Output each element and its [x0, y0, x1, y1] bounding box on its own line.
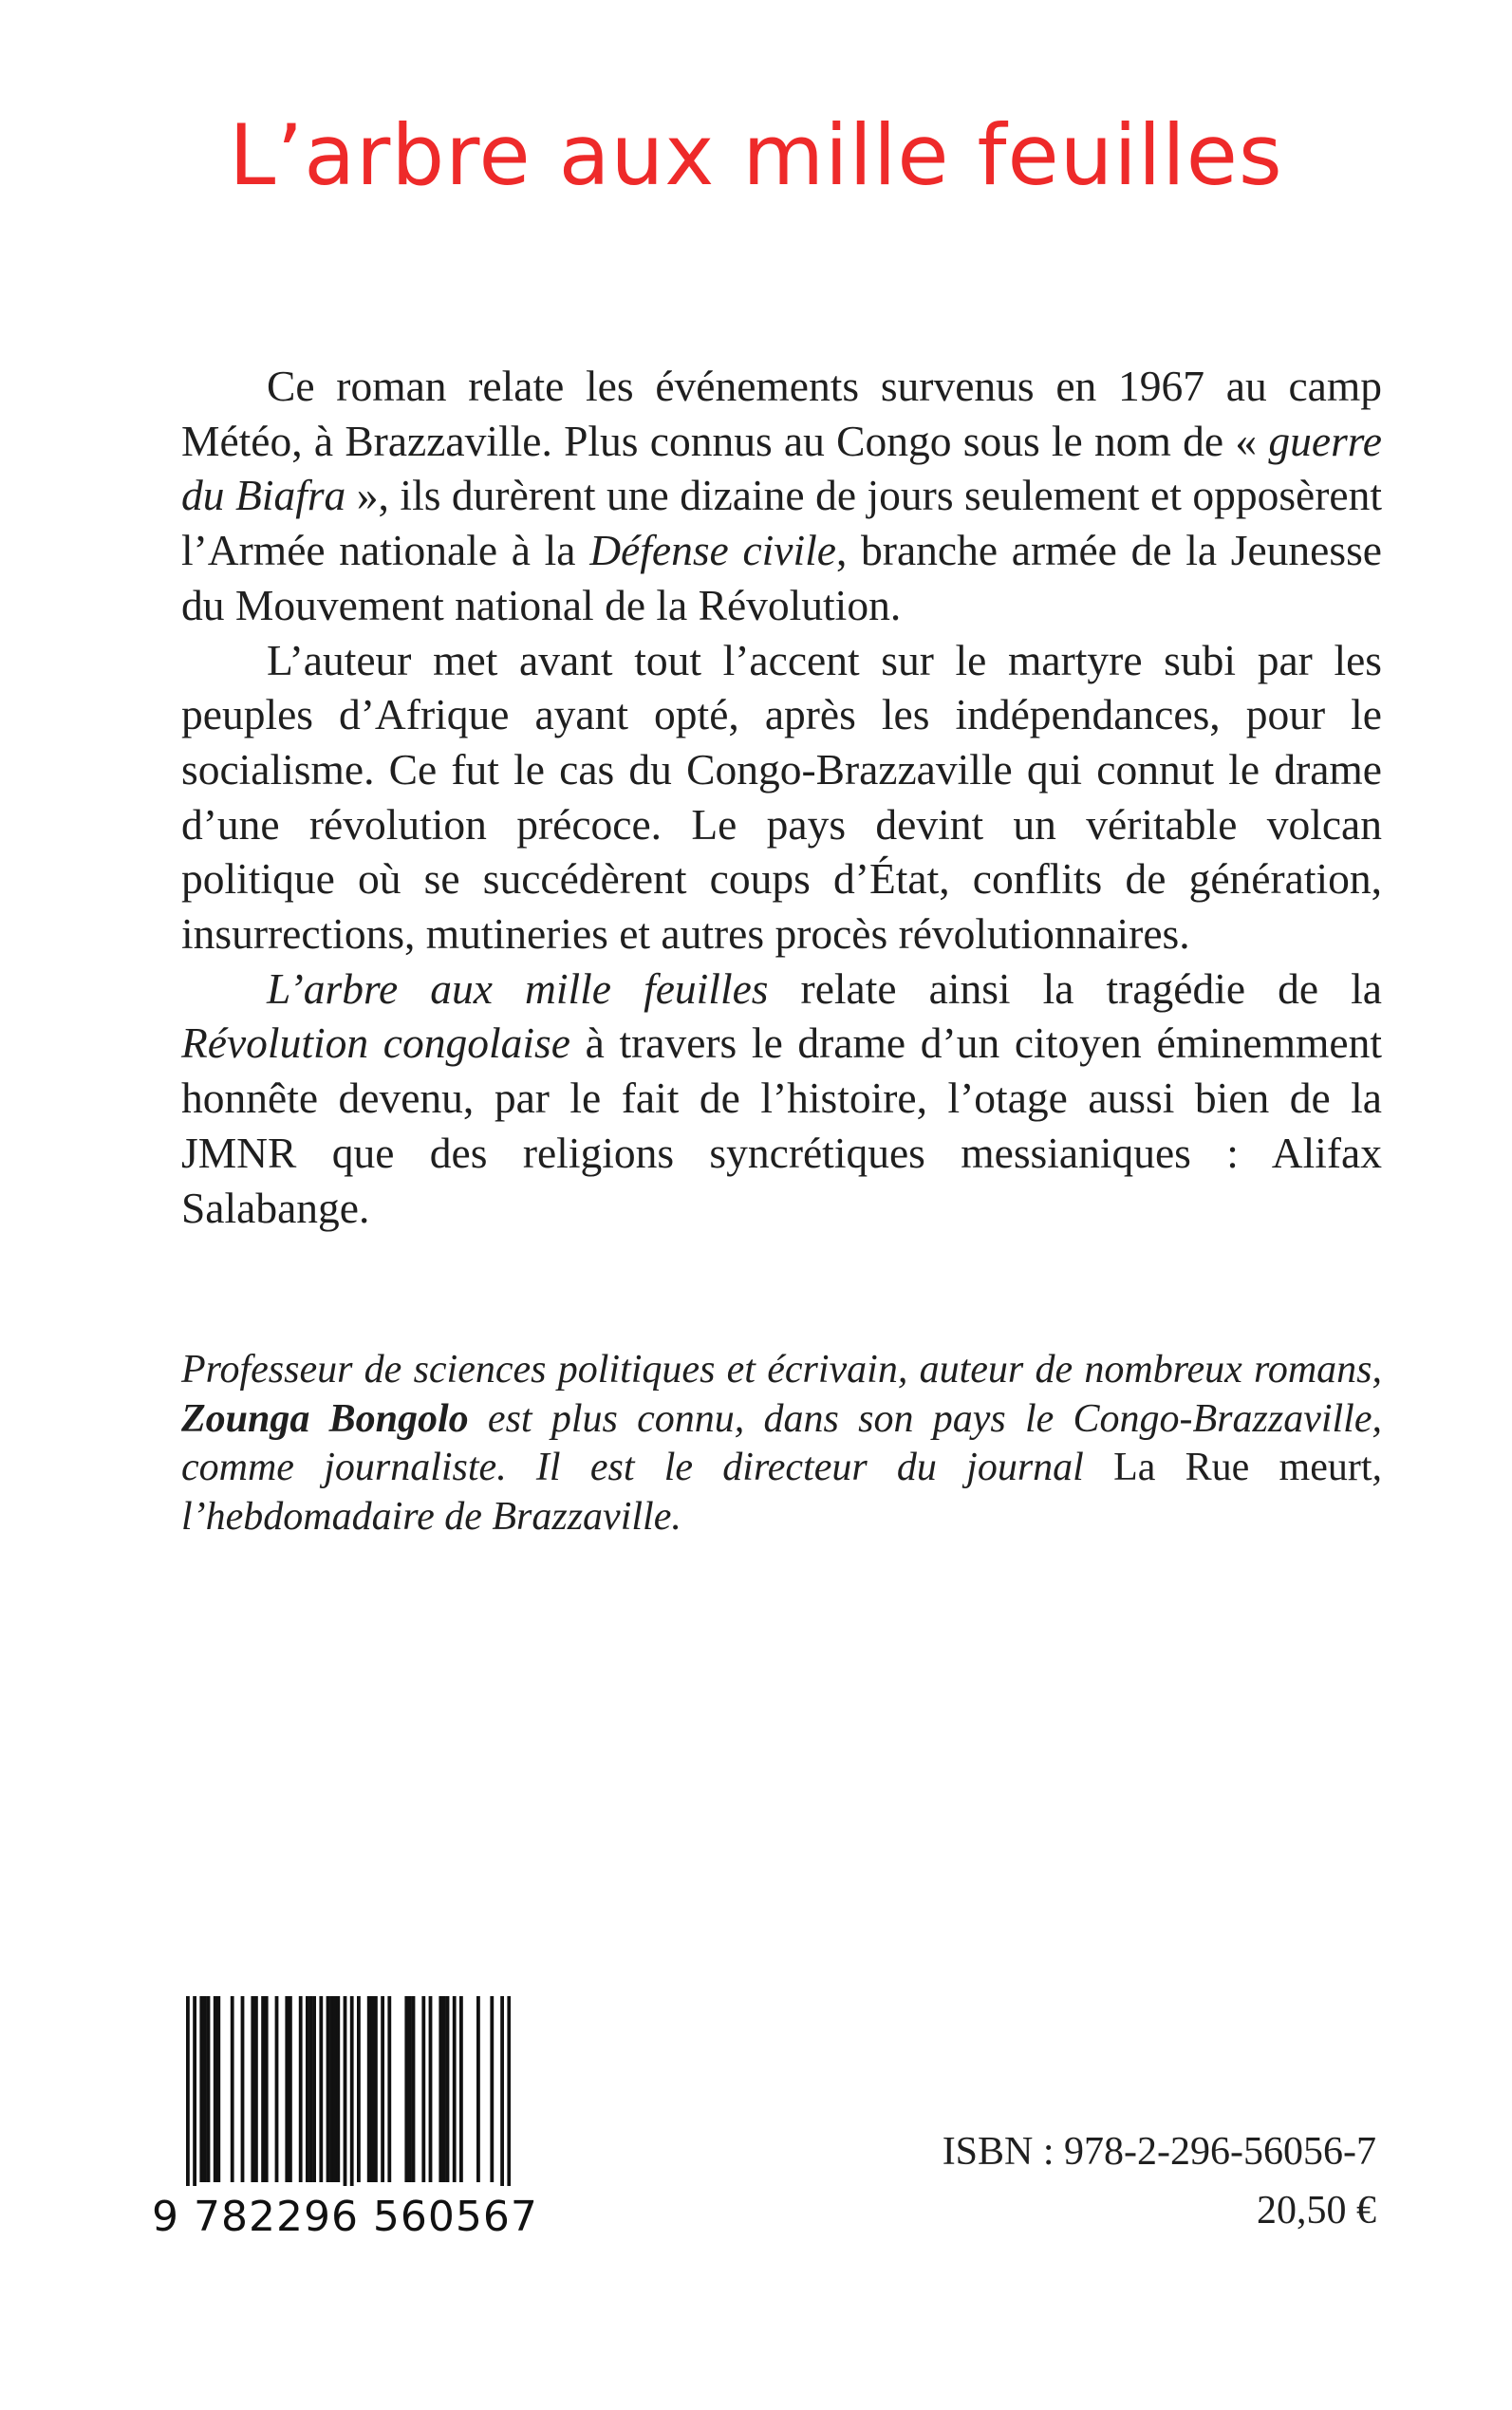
barcode-bar [203, 1996, 207, 2182]
barcode-bar [370, 1996, 374, 2182]
synopsis-p3-emphasis-title: L’arbre aux mille feuilles [267, 963, 769, 1013]
author-bio-text-a: Professeur de sciences politiques et écrivain, auteur de nombreux romans, [181, 1348, 1382, 1392]
ean13-barcode-icon [152, 1996, 538, 2300]
author-name: Zounga Bongolo [181, 1396, 469, 1441]
synopsis-paragraph-3 [181, 962, 1382, 1236]
synopsis-p3-text-a: relate ainsi la tragédie de la [768, 963, 1382, 1013]
author-bio [181, 1346, 1382, 1541]
barcode-bar [251, 1996, 254, 2182]
barcode-bar [254, 1996, 258, 2182]
barcode-bar [327, 1996, 330, 2182]
barcode-bar [459, 1996, 463, 2182]
barcode-bar [404, 1996, 408, 2182]
barcode-bar [261, 1996, 265, 2182]
barcode-bar [309, 1996, 313, 2182]
barcode-bar [476, 1996, 480, 2182]
price: 20,50 € [1257, 2189, 1376, 2233]
synopsis-p1-text-b: », ils durèrent une dizaine de jours seulement et opposèrent l’Armée nationale à la [181, 471, 1382, 575]
synopsis-p1-emphasis-guerre: guerre du Biafra [181, 416, 1382, 520]
journal-name: La Rue meurt [1113, 1446, 1372, 1489]
barcode-bar [357, 1996, 361, 2182]
barcode-bar [367, 1996, 371, 2182]
barcode-bar [312, 1996, 316, 2182]
barcode-digits: 9 782296 560567 [152, 2193, 538, 2241]
author-bio-text-c: , l’hebdomadaire de Brazzaville. [181, 1446, 1382, 1539]
barcode-bar [216, 1996, 220, 2182]
barcode-bar [265, 1996, 269, 2182]
author-bio-paragraph [181, 1346, 1382, 1541]
barcode-bar [421, 1996, 425, 2182]
barcode-bar [507, 1996, 511, 2186]
barcode-bar [285, 1996, 289, 2182]
barcode-bar [207, 1996, 211, 2182]
barcode-bar [186, 1996, 190, 2186]
barcode-bars [152, 1996, 511, 2186]
barcode-bar [387, 1996, 391, 2182]
synopsis-paragraph-1 [181, 359, 1382, 633]
isbn: ISBN : 978-2-296-56056-7 [942, 2130, 1376, 2174]
barcode-bar [241, 1996, 245, 2182]
synopsis-p1-text-a: Ce roman relate les événements survenus en 1967 au camp Météo, à Brazzaville. Plus connus au Congo sous le nom de « [181, 362, 1382, 465]
book-title: L’arbre aux mille feuilles [229, 106, 1283, 204]
barcode-bar [289, 1996, 292, 2182]
synopsis-p1-emphasis-defense: Défense civile [589, 526, 836, 575]
barcode-bar [299, 1996, 303, 2182]
barcode-bar [429, 1996, 433, 2182]
barcode-bar [214, 1996, 217, 2182]
barcode-bar [329, 1996, 333, 2182]
barcode-bar [199, 1996, 203, 2182]
barcode-bar [231, 1996, 234, 2182]
barcode-bar [490, 1996, 494, 2182]
barcode-bar [500, 1996, 504, 2186]
barcode-bar [446, 1996, 450, 2182]
synopsis-p1-text-c: , branche armée de la Jeunesse du Mouvement national de la Révolution. [181, 526, 1382, 629]
barcode-bar [381, 1996, 384, 2182]
barcode-bar [333, 1996, 337, 2182]
synopsis-paragraph-2: L’auteur met avant tout l’accent sur le martyre subi par les peuples d’Afrique ayant opté, après les indépendances, pour le socialisme. Ce fut le cas du Congo-Brazzaville qui connut le drame d’une révolution précoce. Le pays devint un véritable volcan politique où se succédèrent coups d’État, conflits de génération, insurrections, mutineries et autres procès révolutionnaires. [181, 635, 1382, 959]
barcode-bar [344, 1996, 347, 2186]
barcode-bar [350, 1996, 354, 2186]
barcode-bar [453, 1996, 457, 2182]
author-bio-text-b: est plus connu, dans son pays le Congo-Brazzaville, comme journaliste. Il est le directeur du journal [181, 1396, 1382, 1489]
barcode-bar [439, 1996, 442, 2182]
barcode-bar [442, 1996, 446, 2182]
barcode-bar [374, 1996, 378, 2182]
barcode-bar [193, 1996, 196, 2186]
barcode-bar [412, 1996, 416, 2182]
barcode-bar [336, 1996, 340, 2182]
barcode-bar [306, 1996, 309, 2182]
synopsis [181, 359, 1382, 1235]
synopsis-p3-text-b: à travers le drame d’un citoyen éminemment honnête devenu, par le fait de l’histoire, l’otage aussi bien de la JMNR que des religions syncrétiques messianiques : Alifax Salabange. [181, 1018, 1382, 1232]
barcode-bar [319, 1996, 323, 2182]
barcode-bar [275, 1996, 279, 2182]
barcode-bar [408, 1996, 412, 2182]
synopsis-p3-emphasis-revolution: Révolution congolaise [181, 1018, 570, 1068]
